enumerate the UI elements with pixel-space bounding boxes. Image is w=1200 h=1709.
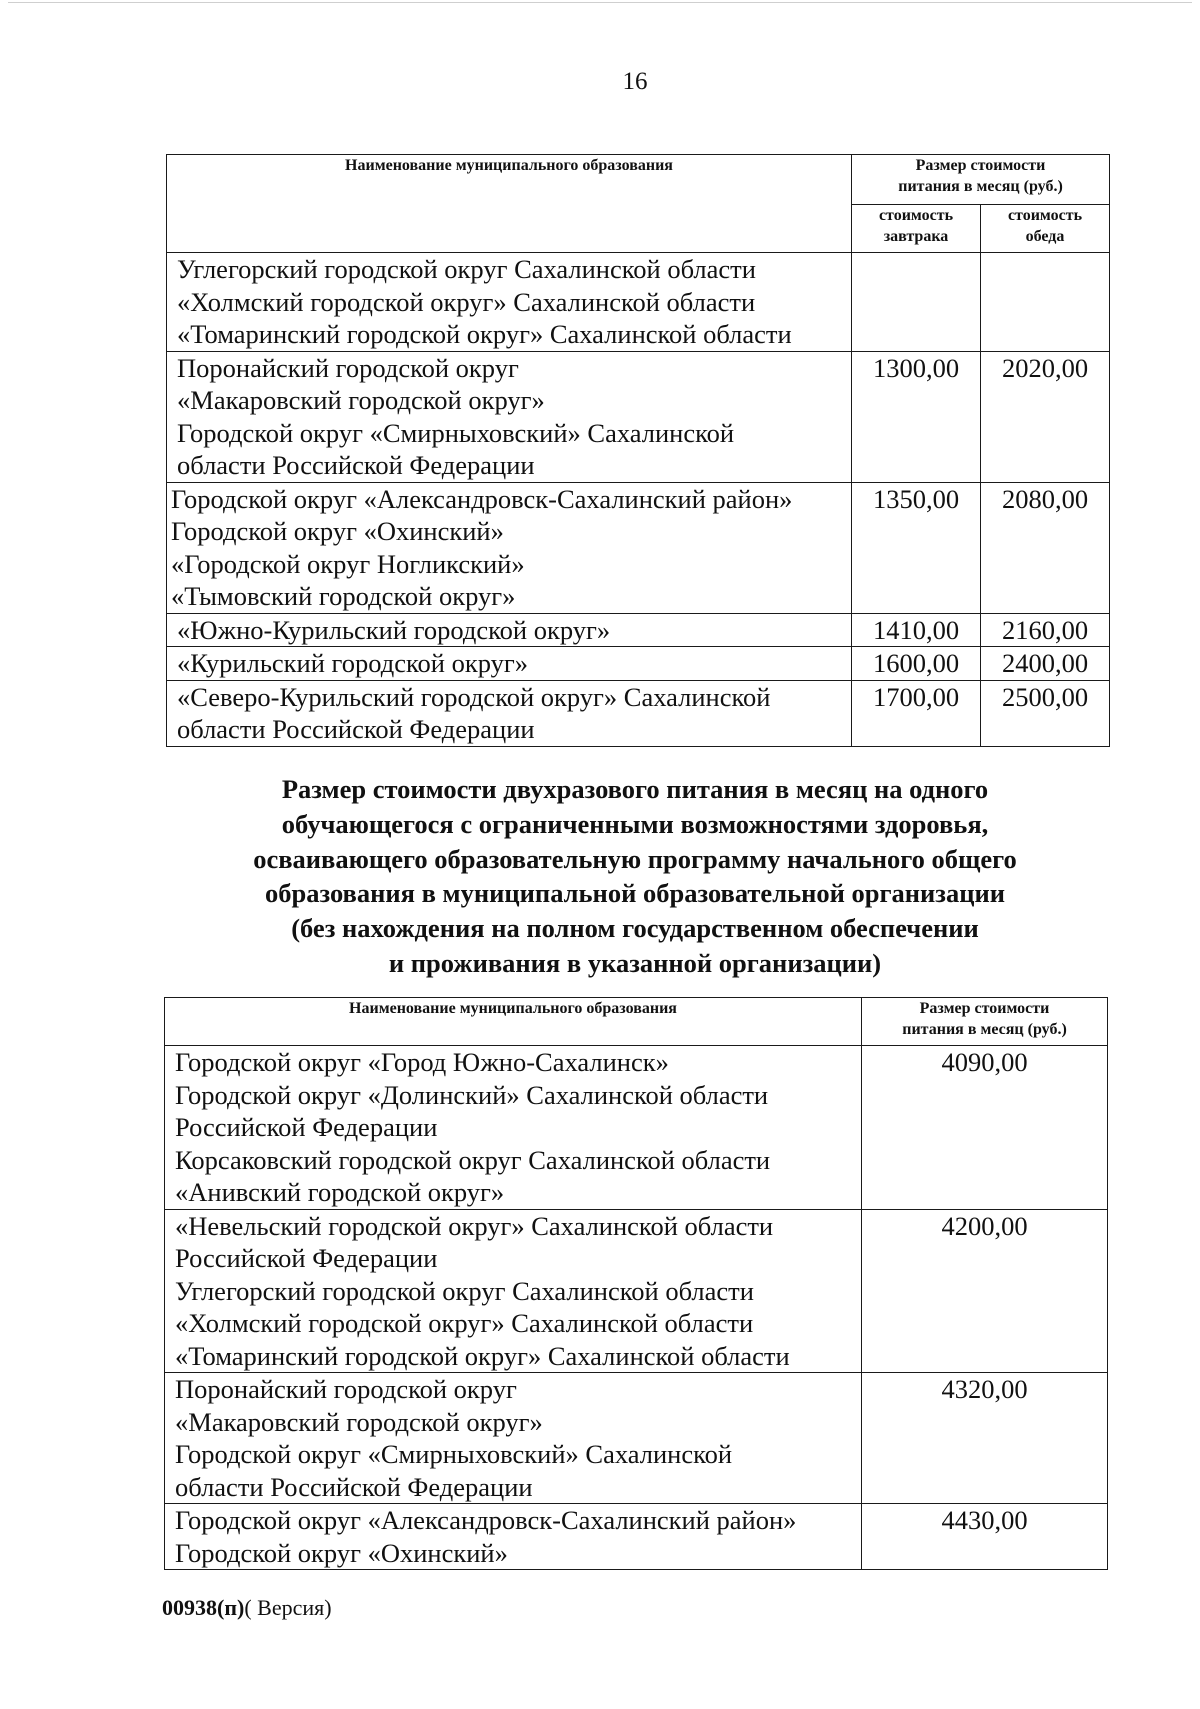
document-code-version: ( Версия) (244, 1595, 332, 1620)
municipality-cell: «Северо-Курильский городской округ» Сахалинской области Российской Федерации (167, 680, 852, 746)
monthly-cost-cell: 4320,00 (862, 1373, 1108, 1504)
municipality-cell: Поронайский городской округ «Макаровский городской округ» Городской округ «Смирныховский» Сахалинской области Российской Федерации (165, 1373, 862, 1504)
municipality-cell: Поронайский городской округ «Макаровский городской округ» Городской округ «Смирныховский» Сахалинской области Российской Федерации (167, 351, 852, 482)
section-heading: Размер стоимости двухразового питания в месяц на одного обучающегося с ограниченными возможностями здоровья, осваивающего образовательную программу начального общего образования в муниципальной образовательной организации (без нахождения на полном государственном обеспечении и проживания в указанной организации) (253, 774, 1017, 978)
lunch-cost-cell: 2080,00 (981, 482, 1110, 613)
meal-cost-table-two-meals (164, 997, 1108, 1570)
monthly-cost-cell: 4200,00 (862, 1209, 1108, 1373)
header-lunch-cost: стоимость обеда (981, 205, 1110, 253)
table-row (165, 1209, 1108, 1373)
monthly-cost-cell: 4090,00 (862, 1046, 1108, 1210)
municipality-cell: Городской округ «Александровск-Сахалинский район» Городской округ «Охинский» (165, 1504, 862, 1570)
document-code-number: 00938(п) (162, 1595, 245, 1620)
municipality-cell: Городской округ «Александровск-Сахалинский район» Городской округ «Охинский» «Городской округ Ногликский» «Тымовский городской округ» (167, 482, 852, 613)
document-code (162, 1595, 332, 1621)
table-row (167, 680, 1110, 746)
header-municipality: Наименование муниципального образования (167, 155, 852, 253)
breakfast-cost-cell: 1410,00 (852, 613, 981, 647)
breakfast-cost-cell: 1300,00 (852, 351, 981, 482)
meal-cost-table-breakfast-lunch (166, 154, 1110, 747)
breakfast-cost-cell: 1600,00 (852, 647, 981, 681)
table-row (167, 482, 1110, 613)
header-monthly-cost: Размер стоимости питания в месяц (руб.) (862, 998, 1108, 1046)
table-row (167, 351, 1110, 482)
lunch-cost-cell: 2500,00 (981, 680, 1110, 746)
municipality-cell: Городской округ «Город Южно-Сахалинск» Городской округ «Долинский» Сахалинской области Российской Федерации Корсаковский городской округ Сахалинской области «Анивский городской округ» (165, 1046, 862, 1210)
lunch-cost-cell: 2160,00 (981, 613, 1110, 647)
municipality-cell: «Южно-Курильский городской округ» (167, 613, 852, 647)
header-breakfast-cost: стоимость завтрака (852, 205, 981, 253)
table-row (167, 647, 1110, 681)
table-row (167, 613, 1110, 647)
lunch-cost-cell: 2020,00 (981, 351, 1110, 482)
table-row (165, 1504, 1108, 1570)
table-row (165, 1373, 1108, 1504)
header-cost-group: Размер стоимости питания в месяц (руб.) (852, 155, 1110, 205)
municipality-cell: «Невельский городской округ» Сахалинской области Российской Федерации Углегорский городской округ Сахалинской области «Холмский городской округ» Сахалинской области «Томаринский городской округ» Сахалинской области (165, 1209, 862, 1373)
lunch-cost-cell (981, 253, 1110, 352)
municipality-cell: «Курильский городской округ» (167, 647, 852, 681)
top-rule (8, 2, 1192, 3)
table-row (165, 1046, 1108, 1210)
breakfast-cost-cell (852, 253, 981, 352)
breakfast-cost-cell: 1700,00 (852, 680, 981, 746)
breakfast-cost-cell: 1350,00 (852, 482, 981, 613)
table-row (167, 253, 1110, 352)
monthly-cost-cell: 4430,00 (862, 1504, 1108, 1570)
page-number: 16 (622, 68, 648, 95)
municipality-cell: Углегорский городской округ Сахалинской области «Холмский городской округ» Сахалинской области «Томаринский городской округ» Сахалинской области (167, 253, 852, 352)
lunch-cost-cell: 2400,00 (981, 647, 1110, 681)
header-municipality: Наименование муниципального образования (165, 998, 862, 1046)
